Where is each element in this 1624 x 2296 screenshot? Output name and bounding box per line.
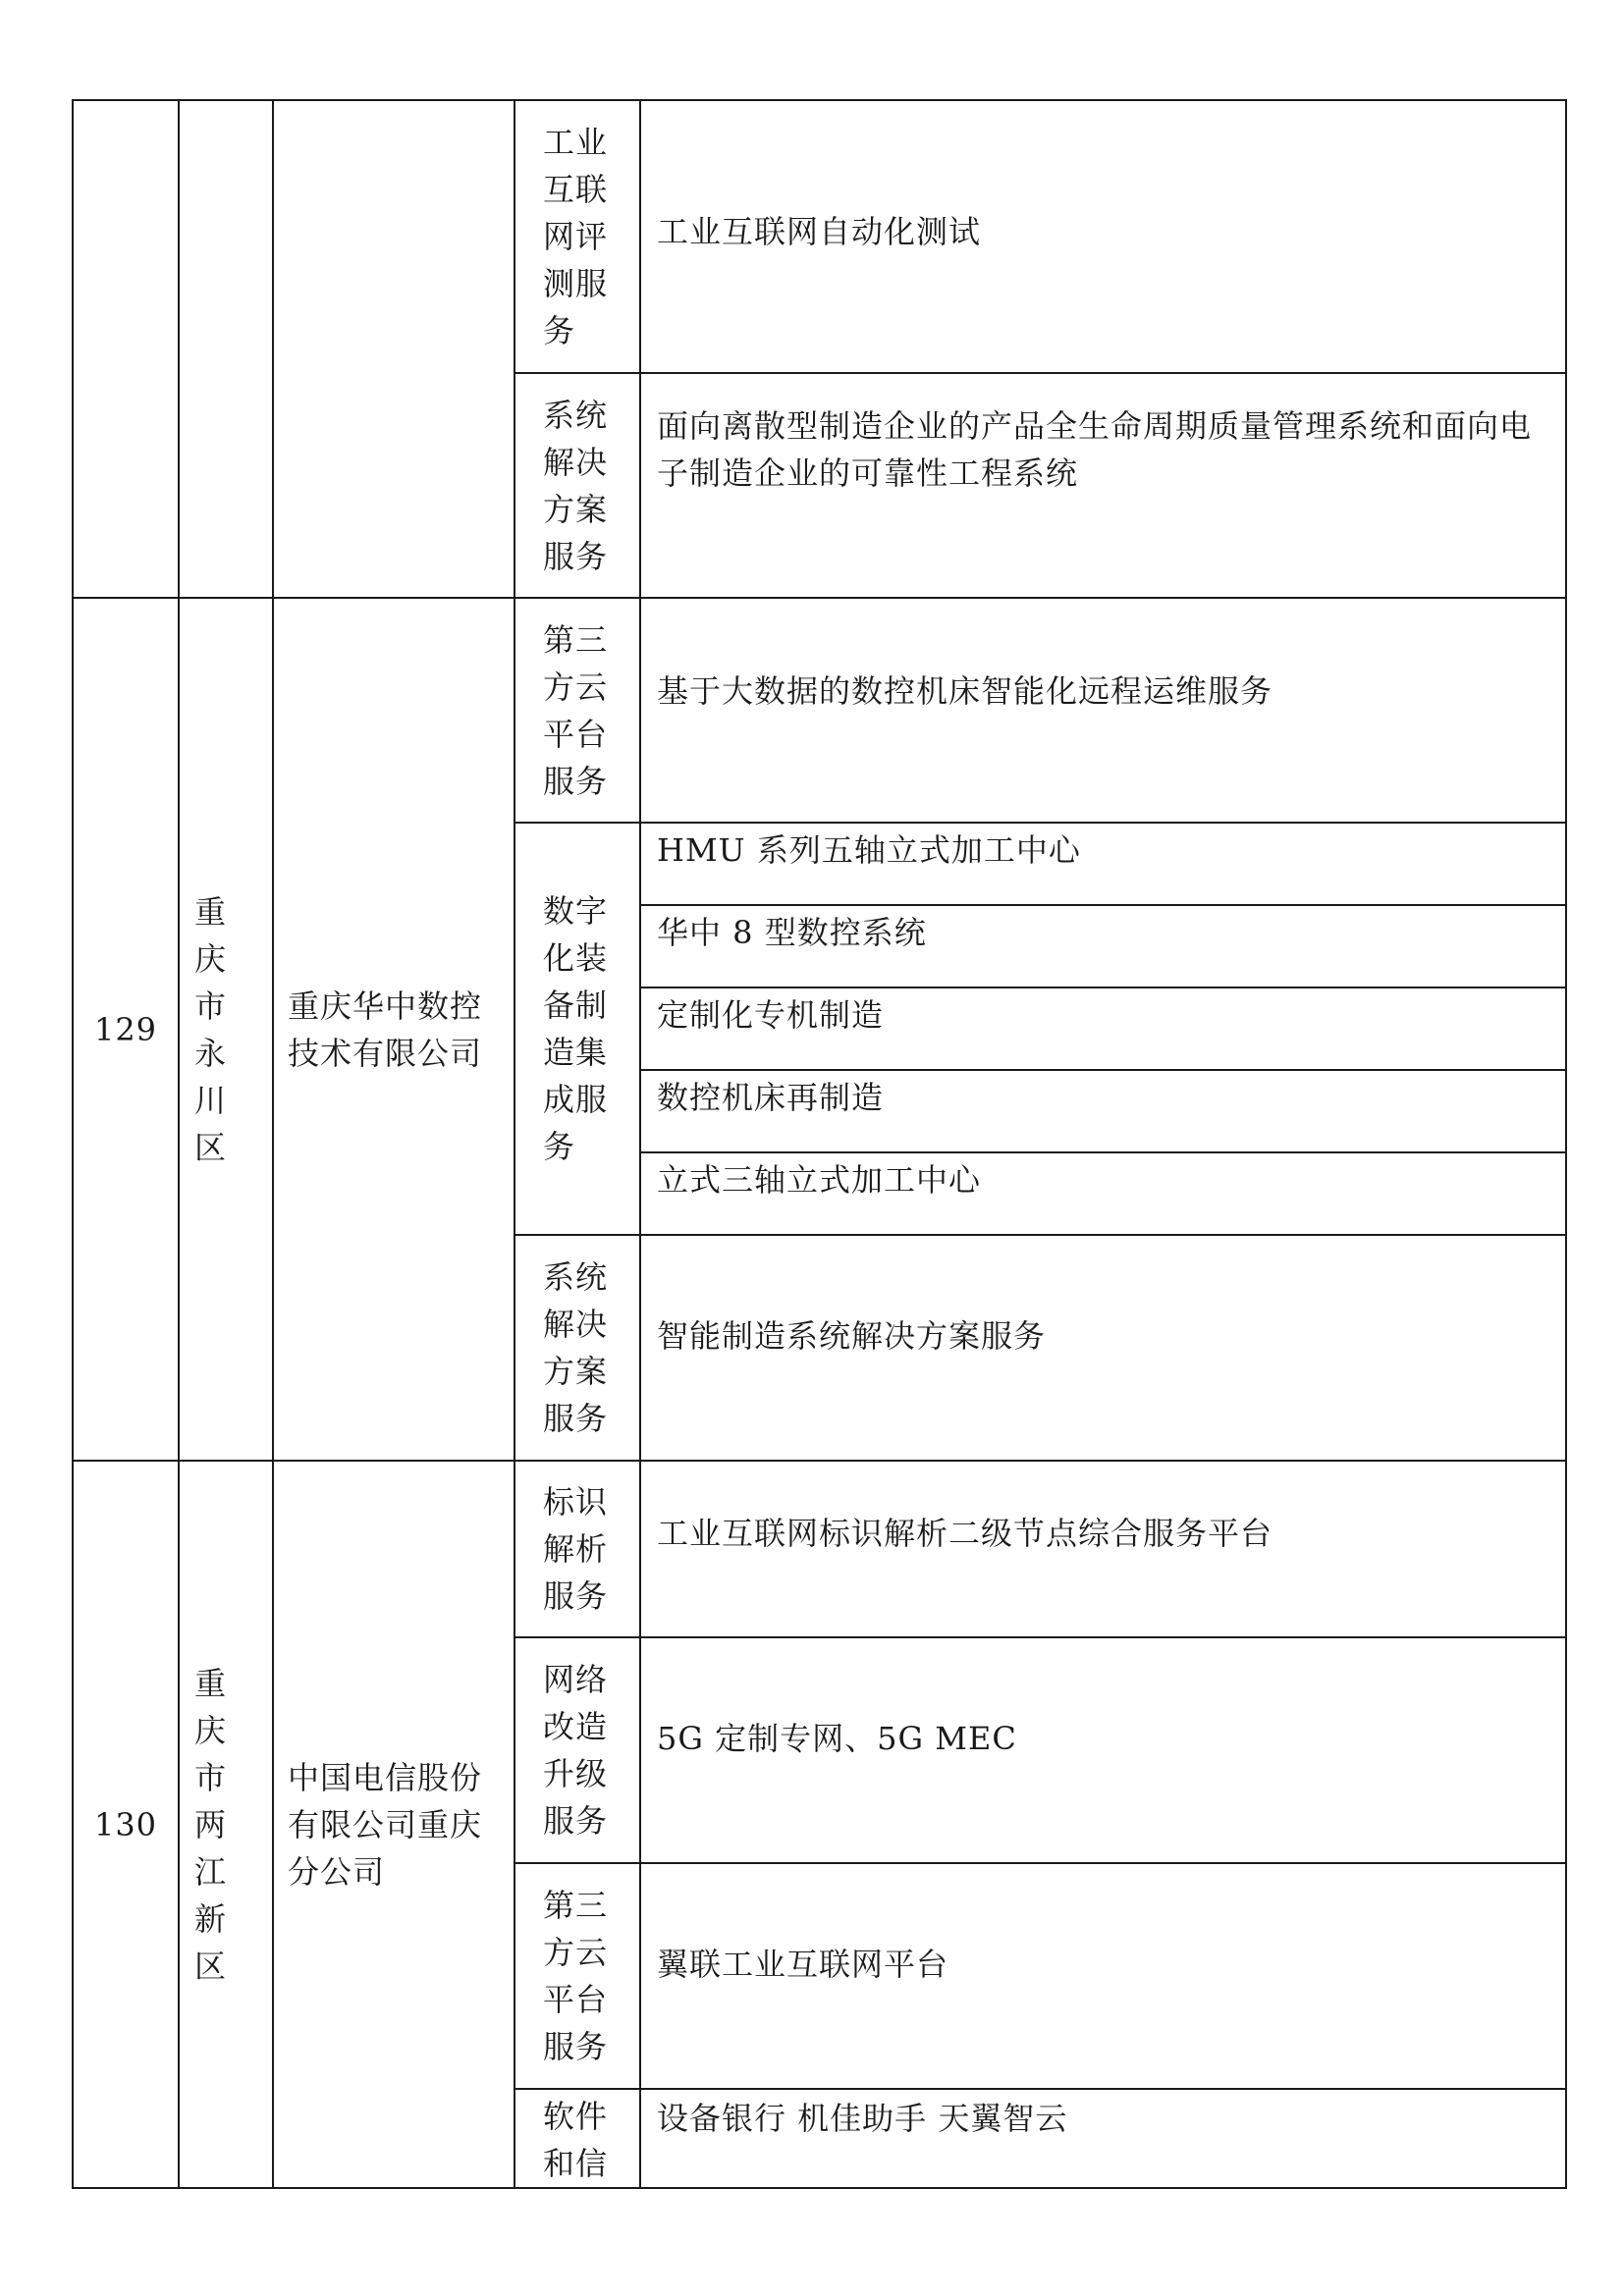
service-type-text: 网络改造升级服务 (543, 1661, 609, 1840)
product-cell (640, 100, 1566, 373)
serial-number: 130 (93, 1805, 158, 1843)
product-text: 定制化专机制造 (657, 996, 885, 1034)
location-cell (179, 100, 273, 598)
company-cell (273, 100, 514, 598)
product-cell (640, 1461, 1566, 1637)
product-text: HMU 系列五轴立式加工中心 (657, 831, 1081, 869)
service-type-text: 标识解析服务 (543, 1483, 609, 1615)
service-type-cell (514, 1863, 640, 2089)
location-text: 重庆市永川区 (194, 892, 228, 1166)
serial-number: 129 (93, 1010, 158, 1048)
service-type-text: 第三方云平台服务 (543, 620, 609, 800)
serial-number-cell (73, 100, 179, 598)
product-cell (640, 905, 1566, 988)
product-cell (640, 1152, 1566, 1235)
location-cell (179, 1461, 273, 2188)
product-cell (640, 988, 1566, 1070)
service-type-cell (514, 1637, 640, 1863)
service-type-text: 系统解决方案服务 (543, 396, 609, 575)
company-cell (273, 598, 514, 1461)
company-name: 重庆华中数控技术有限公司 (288, 987, 483, 1072)
location-cell (179, 598, 273, 1461)
product-cell (640, 2089, 1566, 2188)
service-type-cell (514, 373, 640, 598)
service-type-cell (514, 2089, 640, 2188)
service-type-text: 系统解决方案服务 (543, 1258, 609, 1437)
table-row (73, 100, 1566, 373)
product-text: 智能制造系统解决方案服务 (657, 1317, 1047, 1355)
company-name: 中国电信股份有限公司重庆分公司 (288, 1758, 483, 1891)
service-type-cell (514, 598, 640, 823)
product-text: 立式三轴立式加工中心 (657, 1161, 982, 1199)
product-cell (640, 1637, 1566, 1863)
product-text: 工业互联网自动化测试 (657, 213, 982, 250)
service-type-cell (514, 1461, 640, 1637)
product-cell (640, 1863, 1566, 2089)
product-cell (640, 1070, 1566, 1152)
service-type-text: 第三方云平台服务 (543, 1887, 609, 2065)
product-cell (640, 823, 1566, 905)
service-type-cell (514, 1235, 640, 1461)
product-text: 设备银行 机佳助手 天翼智云 (657, 2100, 1068, 2137)
product-text: 华中 8 型数控系统 (657, 914, 927, 951)
service-type-text: 数字化装备制造集成服务 (543, 892, 609, 1165)
serial-number-cell (73, 598, 179, 1461)
service-type-cell (514, 100, 640, 373)
product-text: 5G 定制专网、5G MEC (657, 1720, 1017, 1757)
service-type-cell (514, 823, 640, 1235)
product-text: 面向离散型制造企业的产品全生命周期质量管理系统和面向电子制造企业的可靠性工程系统 (657, 407, 1533, 492)
product-cell (640, 598, 1566, 823)
product-cell (640, 373, 1566, 598)
table-row (73, 1461, 1566, 1637)
location-text: 重庆市两江新区 (194, 1664, 228, 1985)
table-row (73, 598, 1566, 823)
product-text: 翼联工业互联网平台 (657, 1946, 949, 1983)
product-cell (640, 1235, 1566, 1461)
product-text: 工业互联网标识解析二级节点综合服务平台 (657, 1515, 1273, 1552)
company-cell (273, 1461, 514, 2188)
product-text: 基于大数据的数控机床智能化远程运维服务 (657, 671, 1273, 710)
service-type-text: 软件和信 (543, 2098, 609, 2182)
service-type-text: 工业互联网评测服务 (543, 124, 609, 349)
service-provider-table (72, 99, 1567, 2189)
product-text: 数控机床再制造 (657, 1079, 885, 1116)
serial-number-cell (73, 1461, 179, 2188)
